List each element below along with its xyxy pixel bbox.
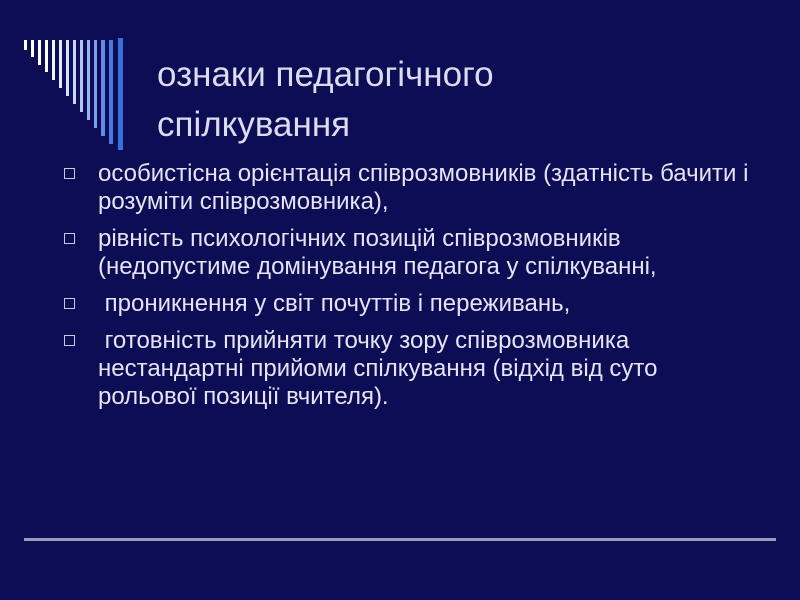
bullet-text: проникнення у світ почуттів і переживань,	[98, 290, 571, 317]
bullet-text: рівність психологічних позицій співрозмовників (недопустиме домінування педагога у спілкуванні,	[98, 225, 657, 280]
bullet-text: особистісна орієнтація співрозмовників (здатність бачити і розуміти співрозмовника),	[98, 160, 749, 215]
footer-divider	[24, 538, 776, 541]
bullet-item	[56, 290, 756, 318]
bullet-item	[56, 327, 756, 411]
square-bullet-icon	[64, 233, 75, 244]
bullet-list	[56, 160, 756, 420]
decorative-stripes	[0, 0, 140, 150]
bullet-item	[56, 225, 756, 281]
title-line-1: ознаки педагогічного	[157, 55, 494, 94]
bullet-item	[56, 160, 756, 216]
title-line-2: спілкування	[157, 105, 351, 144]
bullet-text: готовність прийняти точку зору співрозмовника нестандартні прийоми спілкування (відхід від суто рольової позиції вчителя).	[98, 327, 665, 410]
square-bullet-icon	[64, 168, 75, 179]
square-bullet-icon	[64, 298, 75, 309]
square-bullet-icon	[64, 335, 75, 346]
slide-title	[157, 50, 757, 150]
